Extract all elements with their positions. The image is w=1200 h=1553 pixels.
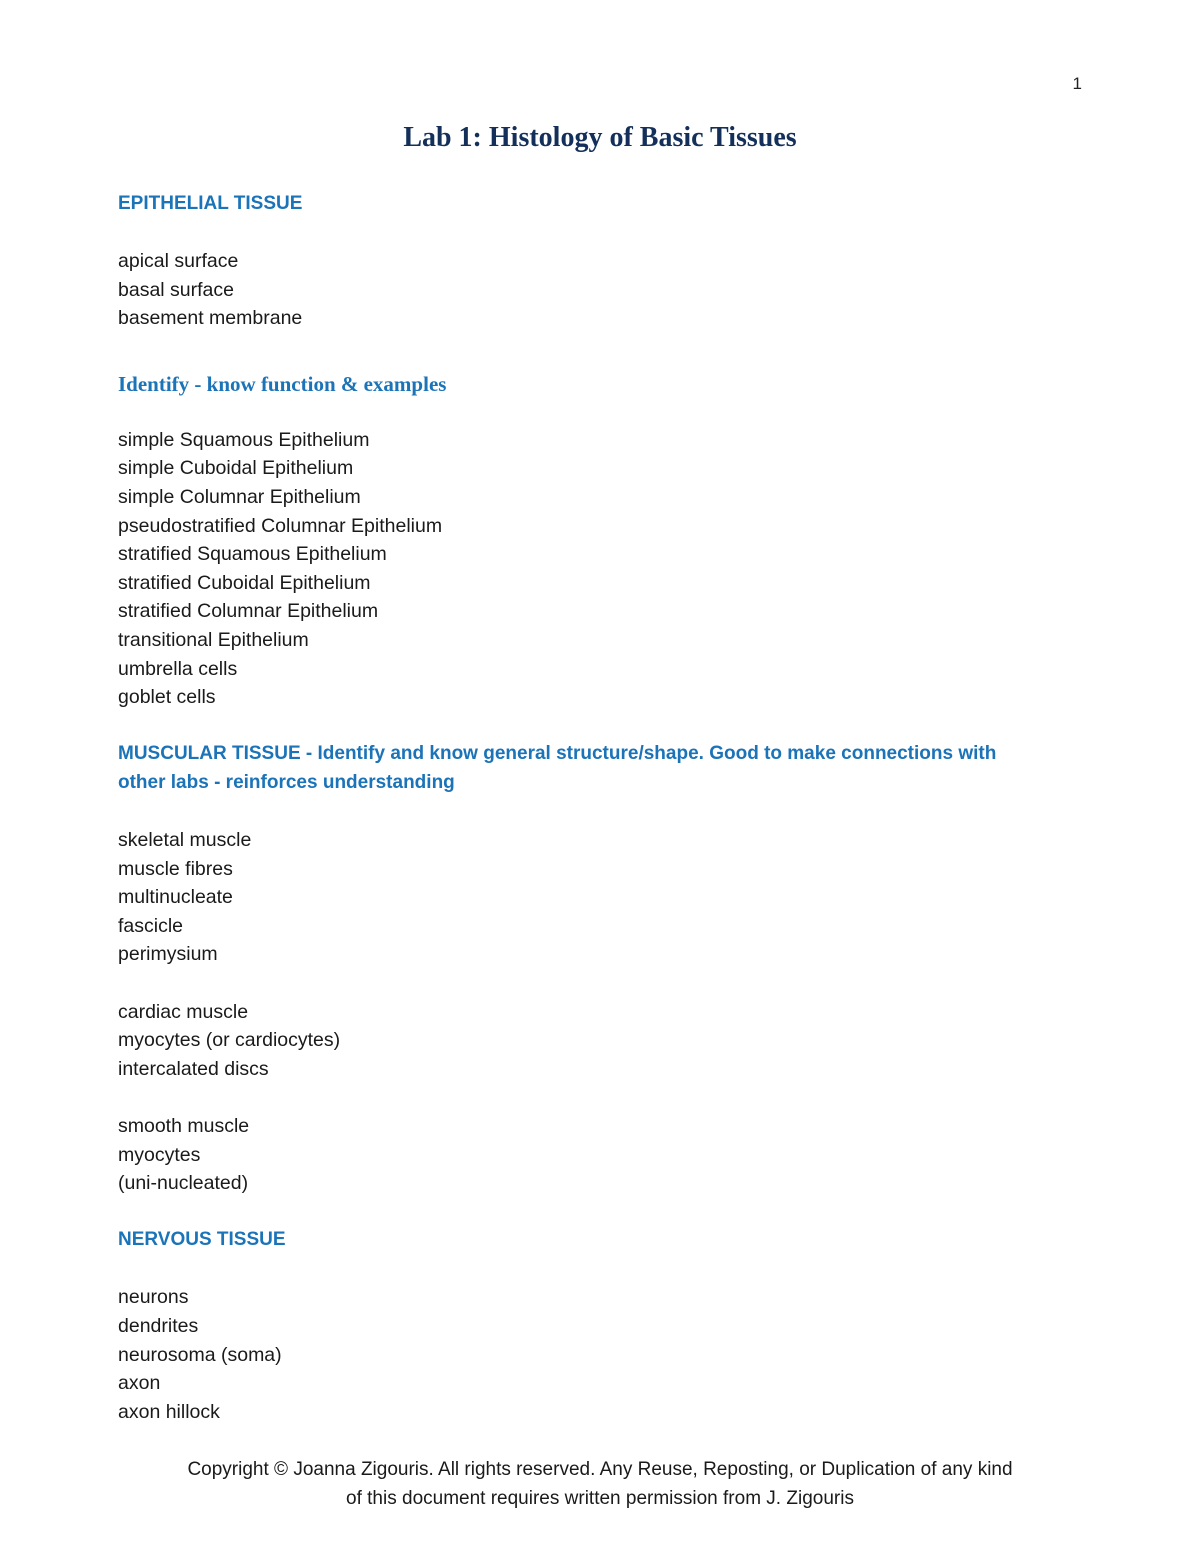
list-item: stratified Squamous Epithelium bbox=[118, 543, 387, 566]
spacer bbox=[118, 1083, 1078, 1112]
skeletal-list bbox=[118, 826, 1078, 969]
list-item: dendrites bbox=[118, 1315, 199, 1337]
list-item: axon hillock bbox=[118, 1400, 220, 1423]
list-item: umbrella cells bbox=[118, 657, 238, 680]
muscular-heading-line1: MUSCULAR TISSUE - Identify and know general structure/shape. Good to make connections with bbox=[118, 743, 997, 765]
list-item: simple Squamous Epithelium bbox=[118, 428, 370, 451]
spacer bbox=[118, 333, 1078, 369]
list-item: myocytes (or cardiocytes) bbox=[118, 1029, 341, 1052]
epithelial-heading: EPITHELIAL TISSUE bbox=[118, 193, 303, 214]
list-item: perimysium bbox=[118, 943, 218, 966]
list-item: skeletal muscle bbox=[118, 829, 252, 851]
list-item: apical surface bbox=[118, 250, 239, 273]
nervous-list bbox=[118, 1283, 1078, 1426]
list-item: stratified Cuboidal Epithelium bbox=[118, 571, 371, 594]
copyright-footer bbox=[0, 1455, 1200, 1513]
identify-heading: Identify - know function & examples bbox=[118, 371, 447, 396]
list-item: intercalated discs bbox=[118, 1057, 269, 1080]
list-item: neurosoma (soma) bbox=[118, 1343, 282, 1366]
list-item: simple Cuboidal Epithelium bbox=[118, 457, 354, 480]
list-item: smooth muscle bbox=[118, 1114, 250, 1137]
list-item: cardiac muscle bbox=[118, 1000, 249, 1023]
footer-line: Copyright © Joanna Zigouris. All rights reserved. Any Reuse, Reposting, or Duplication of any kind bbox=[187, 1459, 1013, 1480]
list-item: multinucleate bbox=[118, 886, 233, 909]
list-item: fascicle bbox=[118, 914, 184, 937]
list-item: transitional Epithelium bbox=[118, 629, 309, 652]
page-title: Lab 1: Histology of Basic Tissues bbox=[403, 122, 797, 153]
spacer bbox=[118, 712, 1078, 741]
list-item: muscle fibres bbox=[118, 857, 233, 880]
muscular-heading-line2: other labs - reinforces understanding bbox=[118, 771, 455, 793]
list-item: (uni-nucleated) bbox=[118, 1172, 249, 1195]
epithelial-list bbox=[118, 247, 1078, 333]
list-item: simple Columnar Epithelium bbox=[118, 486, 361, 509]
list-item: stratified Columnar Epithelium bbox=[118, 600, 379, 623]
page-number: 1 bbox=[1072, 74, 1082, 93]
list-item: basement membrane bbox=[118, 307, 303, 330]
spacer bbox=[118, 969, 1078, 998]
spacer bbox=[118, 219, 1078, 248]
spacer bbox=[118, 1198, 1078, 1227]
list-item: basal surface bbox=[118, 278, 234, 301]
list-item: myocytes bbox=[118, 1143, 201, 1166]
footer-line: of this document requires written permission from J. Zigouris bbox=[346, 1488, 854, 1509]
list-item: goblet cells bbox=[118, 686, 216, 709]
spacer bbox=[118, 797, 1078, 826]
list-item: axon bbox=[118, 1372, 161, 1395]
document-body bbox=[118, 190, 1078, 1426]
list-item: neurons bbox=[118, 1286, 189, 1309]
smooth-list bbox=[118, 1112, 1078, 1198]
spacer bbox=[118, 1255, 1078, 1284]
cardiac-list bbox=[118, 998, 1078, 1084]
list-item: pseudostratified Columnar Epithelium bbox=[118, 514, 443, 537]
nervous-heading: NERVOUS TISSUE bbox=[118, 1229, 286, 1251]
spacer bbox=[118, 399, 1078, 426]
identify-list bbox=[118, 426, 1078, 712]
